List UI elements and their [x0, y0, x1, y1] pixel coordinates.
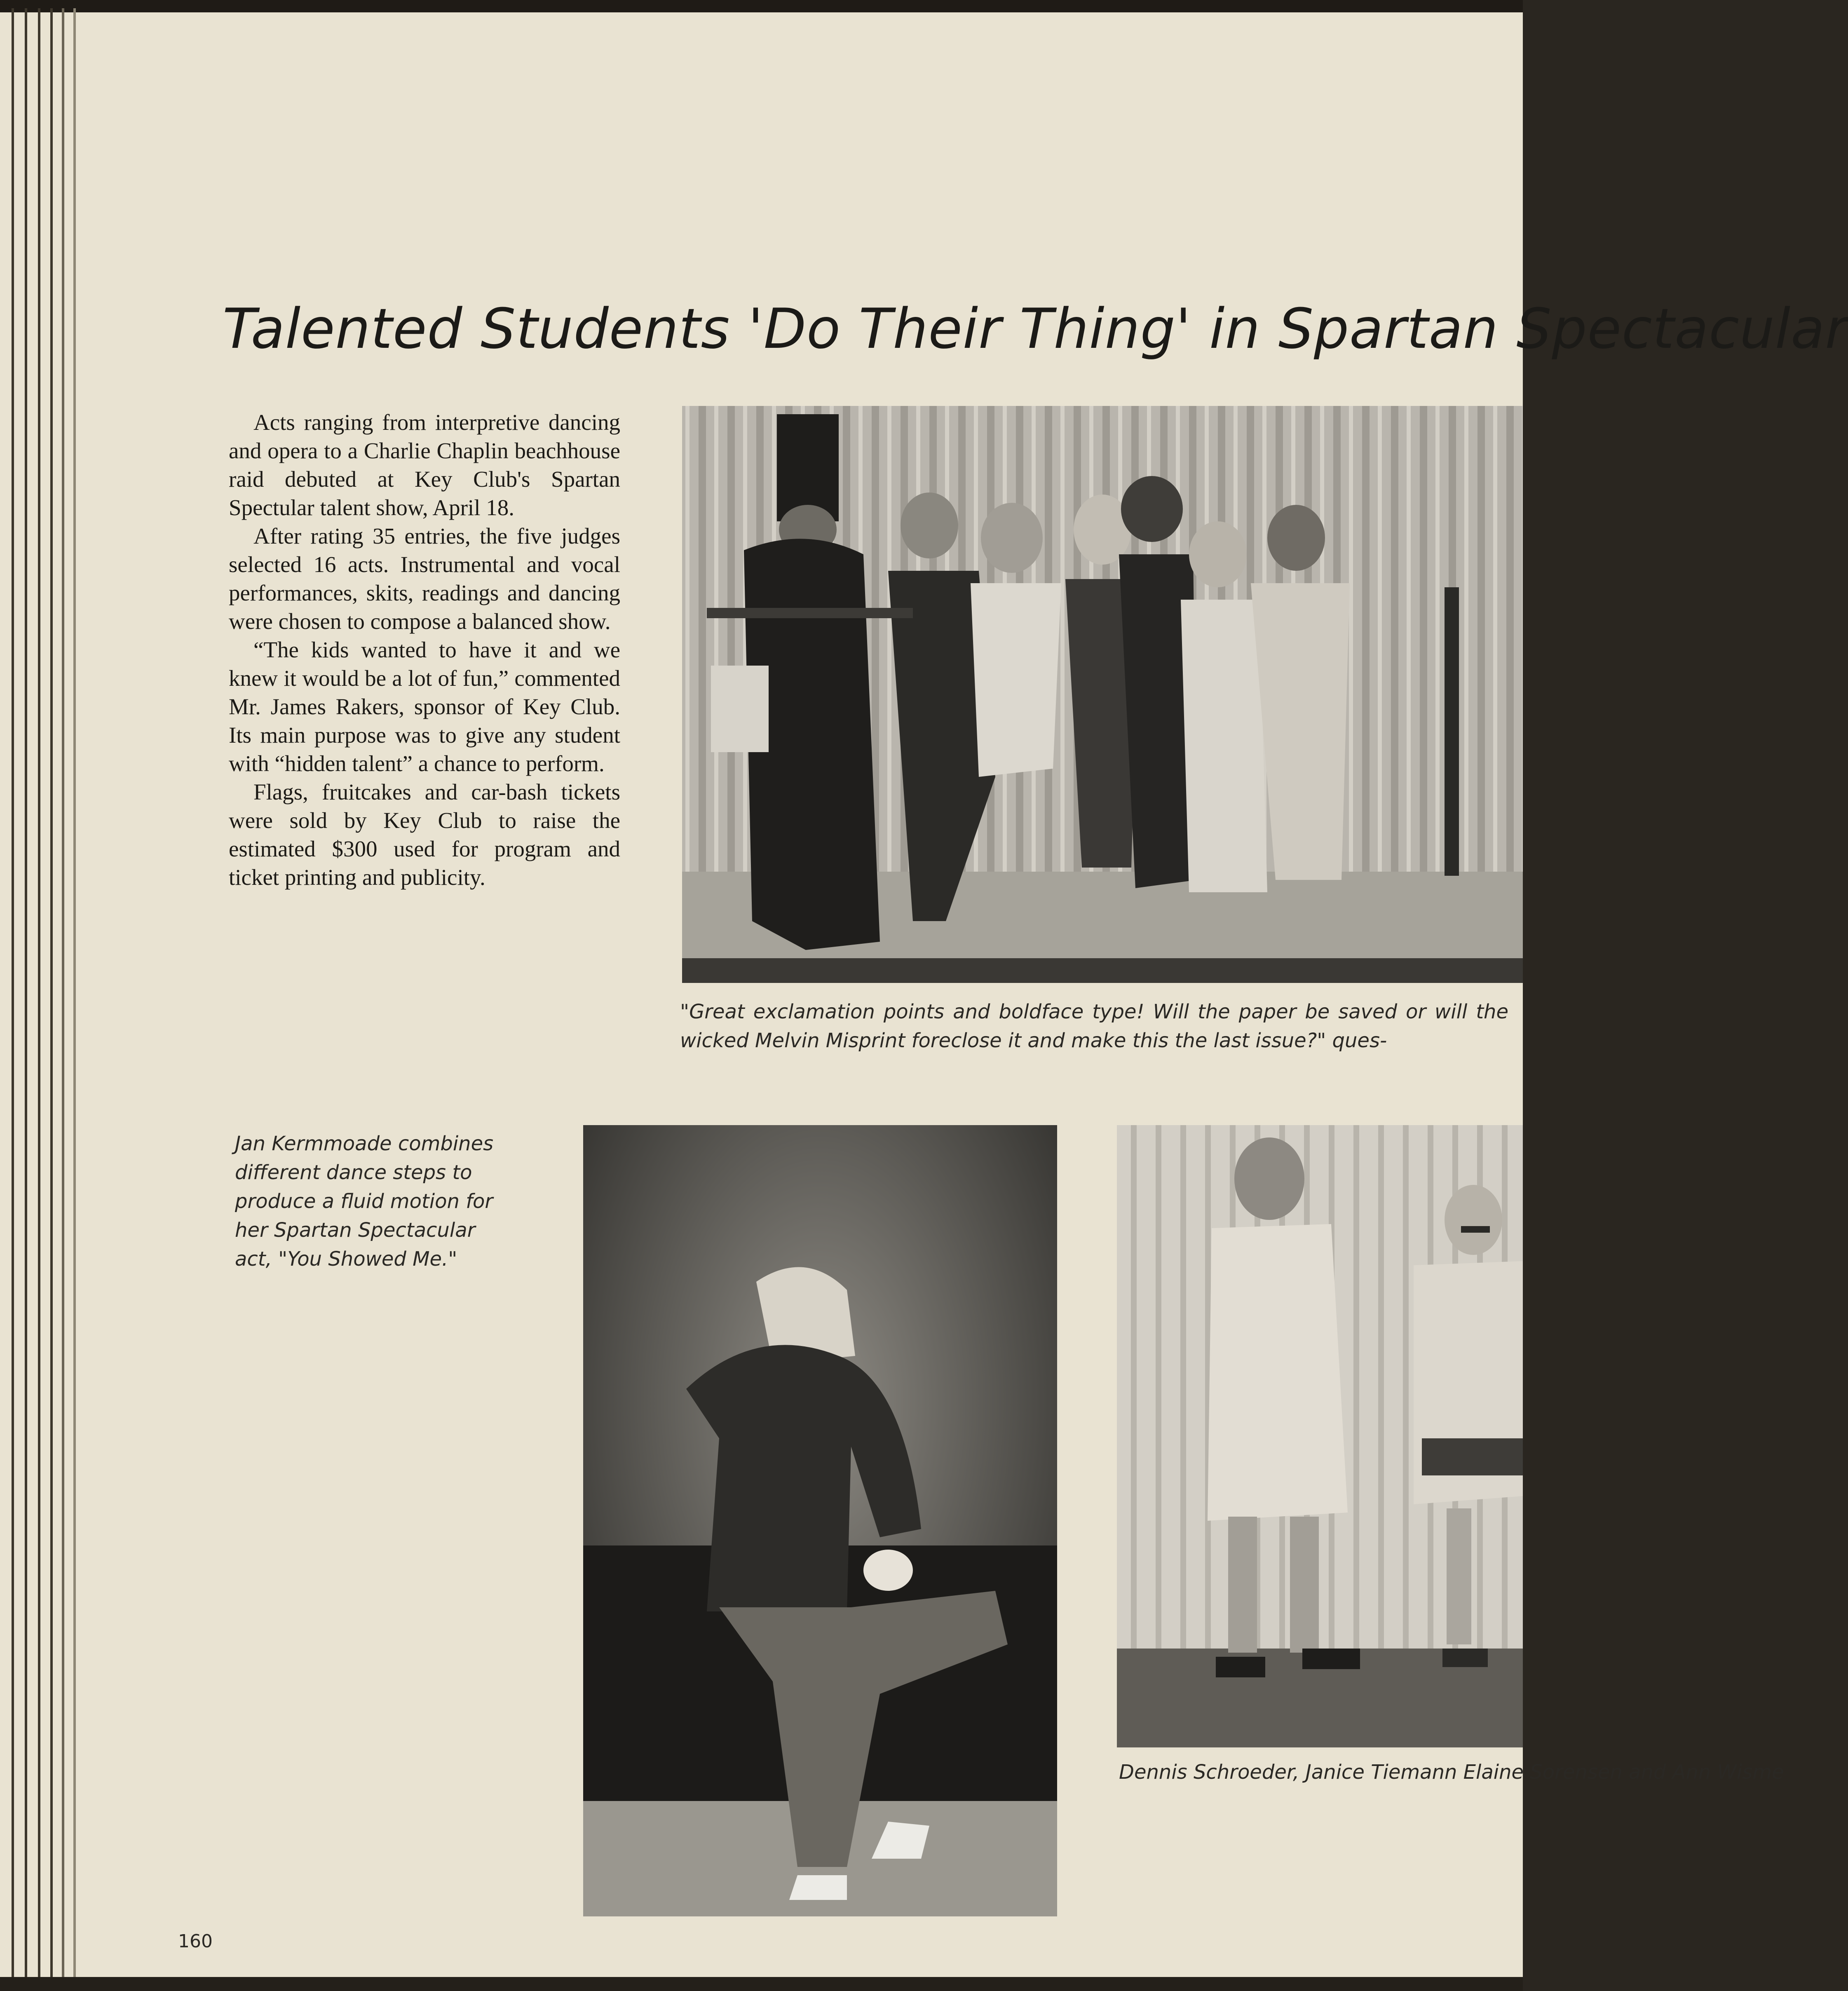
article-paragraph: Flags, fruitcakes and car-bash tickets were sold by Key Club to raise the estimated $300 used for program and ticket printing and publicity.: [229, 779, 620, 890]
bottom-edge: [0, 1977, 1523, 1991]
stage-group-caption: "Great exclamation points and boldface type! Will the paper be saved or will the wicked Melvin Misprint foreclose it and make this the last issue?" ques-: [680, 1000, 1508, 1052]
page-edges: [0, 0, 82, 1991]
headline: Talented Students 'Do Their Thing' in Spartan Spectacular: [223, 297, 1848, 361]
dancer-photo: [583, 1125, 1057, 1916]
article-body: [229, 408, 620, 1051]
article-paragraph: “The kids wanted to have it and we knew it would be a lot of fun,” commented Mr. James Rakers, sponsor of Key Club. Its main purpose was to give any student with “hidden talent” a chance to perform.: [229, 637, 620, 776]
article-paragraph: After rating 35 entries, the five judges selected 16 acts. Instrumental and vocal performances, skits, readings and dancing were chosen to compose a balanced show.: [229, 523, 620, 634]
top-edge: [0, 0, 1523, 12]
toga-caption: Dennis Schroeder, Janice Tiemann Elaine Sorensen and Ann Wisme: [1119, 1761, 1784, 1784]
article-paragraph: Acts ranging from interpretive dancing and opera to a Charlie Chaplin beachhouse raid debuted at Key Club's Spartan Spectular talent show, April 18.: [229, 410, 620, 520]
toga-act-photo: [1117, 1125, 1523, 1747]
page-number: 160: [178, 1931, 213, 1952]
stage-group-photo: [682, 406, 1523, 983]
dancer-caption: Jan Kermmoade combines different dance steps to produce a fluid motion for her Spartan Spectacular act, "You Showed Me.": [235, 1132, 494, 1271]
